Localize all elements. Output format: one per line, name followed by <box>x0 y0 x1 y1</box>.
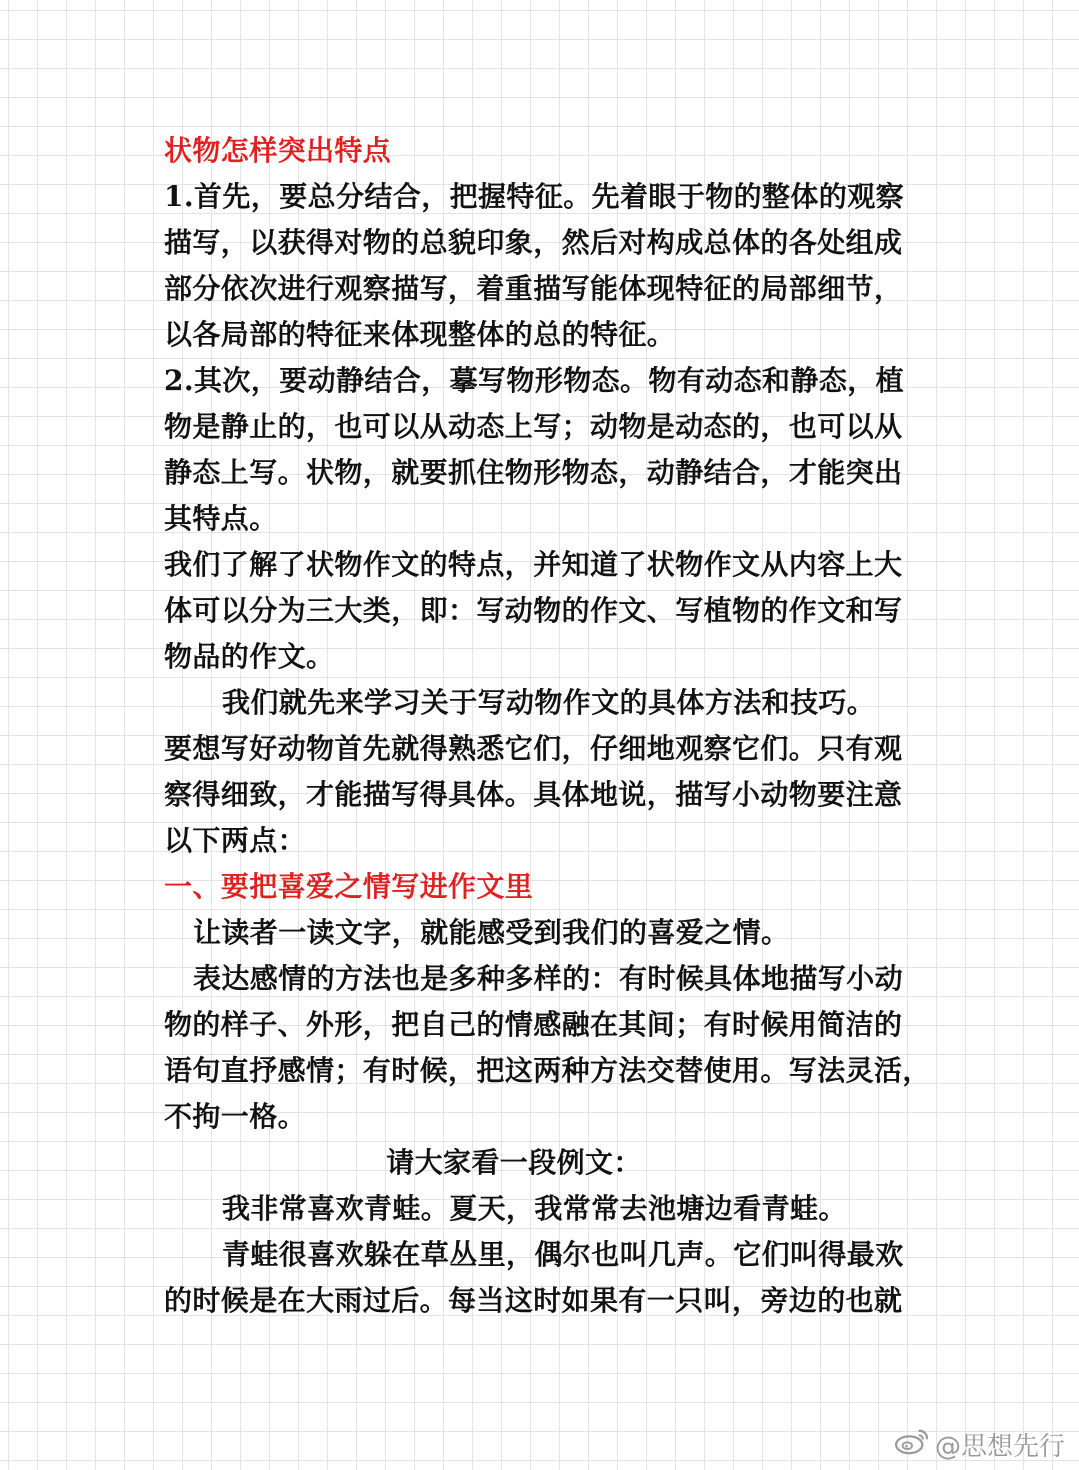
text-line: 察得细致，才能描写得具体。具体地说，描写小动物要注意 <box>164 778 903 811</box>
example-line: 的时候是在大雨过后。每当这时如果有一只叫，旁边的也就 <box>164 1284 903 1317</box>
text-line: 1.首先，要总分结合，把握特征。先着眼于物的整体的观察 <box>164 180 905 213</box>
text-line: 语句直抒感情；有时候，把这两种方法交替使用。写法灵活， <box>164 1054 931 1087</box>
example-intro: 请大家看一段例文： <box>386 1146 642 1179</box>
text-line: 静态上写。状物，就要抓住物形物态，动静结合，才能突出 <box>164 456 903 489</box>
text-line: 以下两点： <box>164 824 307 857</box>
text-line: 我们就先来学习关于写动物作文的具体方法和技巧。 <box>222 686 876 719</box>
text-line: 要想写好动物首先就得熟悉它们，仔细地观察它们。只有观 <box>164 732 903 765</box>
text-line: 表达感情的方法也是多种多样的：有时候具体地描写小动 <box>193 962 904 995</box>
text-line: 物是静止的，也可以从动态上写；动物是动态的，也可以从 <box>164 410 903 443</box>
document-title: 状物怎样突出特点 <box>164 134 392 167</box>
weibo-icon <box>893 1426 931 1463</box>
text-line: 描写，以获得对物的总貌印象，然后对构成总体的各处组成 <box>164 226 903 259</box>
section-heading: 一、要把喜爱之情写进作文里 <box>164 870 534 903</box>
text-line: 不拘一格。 <box>164 1100 307 1133</box>
watermark <box>893 1424 1065 1464</box>
text-line: 物品的作文。 <box>164 640 335 673</box>
text-line: 让读者一读文字，就能感受到我们的喜爱之情。 <box>193 916 790 949</box>
document-body <box>164 128 931 1324</box>
text-line: 以各局部的特征来体现整体的总的特征。 <box>164 318 676 351</box>
text-line: 其特点。 <box>164 502 278 535</box>
text-line: 物的样子、外形，把自己的情感融在其间；有时候用简洁的 <box>164 1008 903 1041</box>
example-line: 我非常喜欢青蛙。夏天，我常常去池塘边看青蛙。 <box>222 1192 847 1225</box>
example-line: 青蛙很喜欢躲在草丛里，偶尔也叫几声。它们叫得最欢 <box>222 1238 904 1271</box>
text-line: 部分依次进行观察描写，着重描写能体现特征的局部细节， <box>164 272 903 305</box>
text-line: 我们了解了状物作文的特点，并知道了状物作文从内容上大 <box>164 548 903 581</box>
text-line: 体可以分为三大类，即：写动物的作文、写植物的作文和写 <box>164 594 903 627</box>
watermark-text: @思想先行 <box>934 1431 1065 1462</box>
text-line: 2.其次，要动静结合，摹写物形物态。物有动态和静态，植 <box>164 364 905 397</box>
